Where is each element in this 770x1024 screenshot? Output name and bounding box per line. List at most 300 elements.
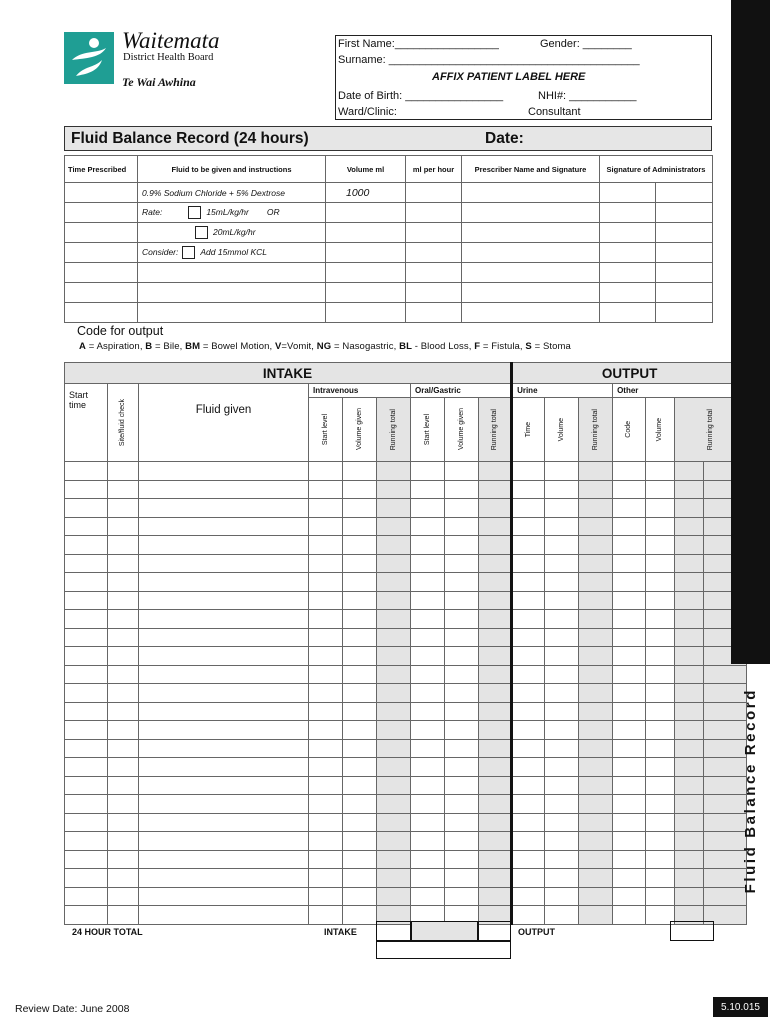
- table-cell[interactable]: [411, 813, 445, 832]
- table-cell[interactable]: [579, 573, 613, 592]
- table-cell[interactable]: [675, 887, 704, 906]
- table-cell[interactable]: [579, 591, 613, 610]
- table-cell[interactable]: [139, 739, 309, 758]
- table-cell[interactable]: [343, 758, 377, 777]
- table-cell[interactable]: [675, 702, 704, 721]
- table-cell[interactable]: [613, 665, 646, 684]
- table-cell[interactable]: [646, 721, 675, 740]
- table-cell[interactable]: [65, 591, 108, 610]
- table-cell[interactable]: [579, 610, 613, 629]
- table-cell[interactable]: [377, 832, 411, 851]
- table-cell[interactable]: [65, 832, 108, 851]
- table-cell[interactable]: [108, 573, 139, 592]
- table-cell[interactable]: [613, 480, 646, 499]
- table-cell[interactable]: [579, 906, 613, 925]
- table-cell[interactable]: [479, 517, 512, 536]
- table-cell[interactable]: [309, 776, 343, 795]
- table-cell[interactable]: [613, 795, 646, 814]
- table-cell[interactable]: [545, 665, 579, 684]
- table-cell[interactable]: [139, 850, 309, 869]
- table-cell[interactable]: [579, 813, 613, 832]
- table-cell[interactable]: [411, 721, 445, 740]
- table-cell[interactable]: [613, 554, 646, 573]
- table-cell[interactable]: [613, 758, 646, 777]
- table-cell[interactable]: [675, 832, 704, 851]
- table-cell[interactable]: [108, 684, 139, 703]
- table-cell[interactable]: [512, 758, 545, 777]
- table-cell[interactable]: [646, 462, 675, 481]
- table-cell[interactable]: [377, 702, 411, 721]
- table-cell[interactable]: [646, 610, 675, 629]
- table-cell[interactable]: [613, 684, 646, 703]
- table-cell[interactable]: [108, 832, 139, 851]
- table-cell[interactable]: [139, 665, 309, 684]
- table-cell[interactable]: [613, 869, 646, 888]
- table-cell[interactable]: [545, 776, 579, 795]
- table-cell[interactable]: [512, 628, 545, 647]
- table-cell[interactable]: [377, 480, 411, 499]
- table-cell[interactable]: [545, 462, 579, 481]
- table-cell[interactable]: [108, 628, 139, 647]
- kcl-checkbox[interactable]: [182, 246, 195, 259]
- table-cell[interactable]: [579, 795, 613, 814]
- table-cell[interactable]: [108, 554, 139, 573]
- table-cell[interactable]: [545, 906, 579, 925]
- table-cell[interactable]: [613, 499, 646, 518]
- table-cell[interactable]: [479, 813, 512, 832]
- table-cell[interactable]: [445, 813, 479, 832]
- table-cell[interactable]: [377, 813, 411, 832]
- table-cell[interactable]: [65, 684, 108, 703]
- table-cell[interactable]: [411, 499, 445, 518]
- table-cell[interactable]: [445, 647, 479, 666]
- table-cell[interactable]: [343, 591, 377, 610]
- table-cell[interactable]: [139, 499, 309, 518]
- oral-total-box[interactable]: [411, 921, 478, 941]
- table-cell[interactable]: [646, 573, 675, 592]
- table-cell[interactable]: [65, 887, 108, 906]
- table-cell[interactable]: [512, 684, 545, 703]
- table-cell[interactable]: [675, 739, 704, 758]
- table-cell[interactable]: [545, 499, 579, 518]
- table-cell[interactable]: [108, 702, 139, 721]
- table-cell[interactable]: [343, 499, 377, 518]
- table-cell[interactable]: [545, 832, 579, 851]
- table-cell[interactable]: [613, 573, 646, 592]
- table-cell[interactable]: [675, 591, 704, 610]
- table-cell[interactable]: [646, 795, 675, 814]
- table-cell[interactable]: [675, 480, 704, 499]
- table-cell[interactable]: [108, 813, 139, 832]
- table-cell[interactable]: [411, 610, 445, 629]
- table-cell[interactable]: [675, 758, 704, 777]
- table-cell[interactable]: [613, 850, 646, 869]
- table-cell[interactable]: [512, 832, 545, 851]
- table-cell[interactable]: [139, 776, 309, 795]
- table-cell[interactable]: [411, 684, 445, 703]
- table-cell[interactable]: [545, 758, 579, 777]
- table-cell[interactable]: [139, 628, 309, 647]
- table-cell[interactable]: [675, 647, 704, 666]
- table-cell[interactable]: [343, 795, 377, 814]
- table-cell[interactable]: [108, 850, 139, 869]
- table-cell[interactable]: [309, 813, 343, 832]
- table-cell[interactable]: [675, 610, 704, 629]
- table-cell[interactable]: [309, 832, 343, 851]
- table-cell[interactable]: [512, 795, 545, 814]
- table-cell[interactable]: [139, 591, 309, 610]
- table-cell[interactable]: [646, 832, 675, 851]
- table-cell[interactable]: [343, 906, 377, 925]
- table-cell[interactable]: [512, 906, 545, 925]
- table-cell[interactable]: [545, 684, 579, 703]
- patient-label-box[interactable]: [335, 35, 712, 120]
- table-cell[interactable]: [65, 906, 108, 925]
- table-cell[interactable]: [579, 832, 613, 851]
- table-cell[interactable]: [479, 869, 512, 888]
- table-cell[interactable]: [411, 591, 445, 610]
- table-cell[interactable]: [411, 628, 445, 647]
- table-cell[interactable]: [512, 702, 545, 721]
- table-cell[interactable]: [579, 665, 613, 684]
- table-cell[interactable]: [139, 536, 309, 555]
- table-cell[interactable]: [479, 702, 512, 721]
- table-cell[interactable]: [309, 462, 343, 481]
- table-cell[interactable]: [646, 869, 675, 888]
- table-cell[interactable]: [445, 462, 479, 481]
- table-cell[interactable]: [646, 684, 675, 703]
- table-cell[interactable]: [545, 536, 579, 555]
- table-cell[interactable]: [613, 462, 646, 481]
- table-cell[interactable]: [545, 610, 579, 629]
- table-cell[interactable]: [545, 647, 579, 666]
- table-cell[interactable]: [675, 850, 704, 869]
- table-cell[interactable]: [613, 591, 646, 610]
- table-cell[interactable]: [108, 776, 139, 795]
- table-cell[interactable]: [377, 499, 411, 518]
- table-cell[interactable]: [139, 832, 309, 851]
- table-cell[interactable]: [579, 536, 613, 555]
- table-cell[interactable]: [479, 684, 512, 703]
- table-cell[interactable]: [377, 591, 411, 610]
- table-cell[interactable]: [343, 536, 377, 555]
- table-cell[interactable]: [65, 721, 108, 740]
- table-cell[interactable]: [512, 480, 545, 499]
- table-cell[interactable]: [445, 591, 479, 610]
- table-cell[interactable]: [139, 887, 309, 906]
- table-cell[interactable]: [675, 684, 704, 703]
- table-cell[interactable]: [309, 684, 343, 703]
- table-cell[interactable]: [675, 499, 704, 518]
- table-cell[interactable]: [343, 869, 377, 888]
- table-cell[interactable]: [646, 647, 675, 666]
- table-cell[interactable]: [545, 887, 579, 906]
- table-cell[interactable]: [646, 887, 675, 906]
- table-cell[interactable]: [545, 573, 579, 592]
- table-cell[interactable]: [377, 869, 411, 888]
- oral-running-total-box[interactable]: [478, 921, 511, 941]
- table-cell[interactable]: [646, 591, 675, 610]
- table-cell[interactable]: [445, 721, 479, 740]
- table-cell[interactable]: [579, 499, 613, 518]
- table-cell[interactable]: [411, 739, 445, 758]
- table-cell[interactable]: [343, 517, 377, 536]
- table-cell[interactable]: [309, 702, 343, 721]
- table-cell[interactable]: [343, 832, 377, 851]
- table-cell[interactable]: [377, 517, 411, 536]
- table-cell[interactable]: [377, 647, 411, 666]
- table-cell[interactable]: [646, 850, 675, 869]
- table-cell[interactable]: [411, 573, 445, 592]
- table-cell[interactable]: [579, 684, 613, 703]
- table-cell[interactable]: [377, 554, 411, 573]
- table-cell[interactable]: [646, 536, 675, 555]
- table-cell[interactable]: [579, 462, 613, 481]
- table-cell[interactable]: [377, 536, 411, 555]
- table-cell[interactable]: [445, 573, 479, 592]
- table-cell[interactable]: [343, 850, 377, 869]
- table-cell[interactable]: [579, 702, 613, 721]
- table-cell[interactable]: [479, 647, 512, 666]
- table-cell[interactable]: [512, 499, 545, 518]
- table-cell[interactable]: [479, 480, 512, 499]
- table-cell[interactable]: [108, 591, 139, 610]
- table-cell[interactable]: [343, 739, 377, 758]
- table-cell[interactable]: [343, 610, 377, 629]
- table-cell[interactable]: [411, 758, 445, 777]
- table-cell[interactable]: [545, 702, 579, 721]
- table-cell[interactable]: [411, 480, 445, 499]
- table-cell[interactable]: [65, 702, 108, 721]
- table-cell[interactable]: [613, 776, 646, 795]
- table-cell[interactable]: [675, 554, 704, 573]
- table-cell[interactable]: [479, 887, 512, 906]
- table-cell[interactable]: [445, 850, 479, 869]
- table-cell[interactable]: [445, 499, 479, 518]
- table-cell[interactable]: [108, 610, 139, 629]
- table-cell[interactable]: [512, 610, 545, 629]
- table-cell[interactable]: [545, 721, 579, 740]
- table-cell[interactable]: [479, 665, 512, 684]
- table-cell[interactable]: [309, 610, 343, 629]
- table-cell[interactable]: [479, 573, 512, 592]
- table-cell[interactable]: [646, 480, 675, 499]
- table-cell[interactable]: [139, 758, 309, 777]
- table-cell[interactable]: [479, 739, 512, 758]
- table-cell[interactable]: [646, 517, 675, 536]
- table-cell[interactable]: [675, 536, 704, 555]
- table-cell[interactable]: [479, 499, 512, 518]
- table-cell[interactable]: [675, 795, 704, 814]
- table-cell[interactable]: [646, 739, 675, 758]
- table-cell[interactable]: [579, 721, 613, 740]
- table-cell[interactable]: [545, 480, 579, 499]
- table-cell[interactable]: [646, 554, 675, 573]
- table-cell[interactable]: [309, 758, 343, 777]
- table-cell[interactable]: [613, 517, 646, 536]
- table-cell[interactable]: [377, 795, 411, 814]
- table-cell[interactable]: [65, 813, 108, 832]
- table-cell[interactable]: [646, 499, 675, 518]
- table-cell[interactable]: [139, 480, 309, 499]
- table-cell[interactable]: [512, 739, 545, 758]
- table-cell[interactable]: [377, 739, 411, 758]
- table-cell[interactable]: [512, 887, 545, 906]
- table-cell[interactable]: [512, 813, 545, 832]
- table-cell[interactable]: [377, 776, 411, 795]
- table-cell[interactable]: [108, 536, 139, 555]
- table-cell[interactable]: [65, 628, 108, 647]
- rate-15-checkbox[interactable]: [188, 206, 201, 219]
- table-cell[interactable]: [545, 591, 579, 610]
- table-cell[interactable]: [579, 869, 613, 888]
- table-cell[interactable]: [411, 776, 445, 795]
- table-cell[interactable]: [675, 462, 704, 481]
- table-cell[interactable]: [343, 684, 377, 703]
- table-cell[interactable]: [65, 758, 108, 777]
- table-cell[interactable]: [613, 610, 646, 629]
- table-cell[interactable]: [309, 887, 343, 906]
- table-cell[interactable]: [675, 628, 704, 647]
- table-cell[interactable]: [309, 850, 343, 869]
- table-cell[interactable]: [65, 647, 108, 666]
- table-cell[interactable]: [65, 850, 108, 869]
- table-cell[interactable]: [309, 499, 343, 518]
- table-cell[interactable]: [108, 499, 139, 518]
- table-cell[interactable]: [646, 758, 675, 777]
- table-cell[interactable]: [65, 610, 108, 629]
- table-cell[interactable]: [445, 665, 479, 684]
- table-cell[interactable]: [613, 628, 646, 647]
- table-cell[interactable]: [309, 591, 343, 610]
- intake-grand-total-box[interactable]: [376, 941, 511, 959]
- table-cell[interactable]: [479, 536, 512, 555]
- table-cell[interactable]: [545, 850, 579, 869]
- table-cell[interactable]: [579, 628, 613, 647]
- table-cell[interactable]: [445, 610, 479, 629]
- table-cell[interactable]: [445, 480, 479, 499]
- table-cell[interactable]: [65, 739, 108, 758]
- table-cell[interactable]: [579, 739, 613, 758]
- table-cell[interactable]: [411, 702, 445, 721]
- table-cell[interactable]: [377, 721, 411, 740]
- table-cell[interactable]: [343, 721, 377, 740]
- table-cell[interactable]: [445, 739, 479, 758]
- table-cell[interactable]: [377, 665, 411, 684]
- table-cell[interactable]: [377, 850, 411, 869]
- output-total-box[interactable]: [670, 921, 714, 941]
- table-cell[interactable]: [675, 573, 704, 592]
- table-cell[interactable]: [646, 702, 675, 721]
- table-cell[interactable]: [512, 869, 545, 888]
- table-cell[interactable]: [613, 887, 646, 906]
- table-cell[interactable]: [411, 517, 445, 536]
- table-cell[interactable]: [411, 869, 445, 888]
- table-cell[interactable]: [343, 554, 377, 573]
- table-cell[interactable]: [675, 517, 704, 536]
- table-cell[interactable]: [65, 573, 108, 592]
- table-cell[interactable]: [512, 554, 545, 573]
- table-cell[interactable]: [445, 795, 479, 814]
- table-cell[interactable]: [545, 628, 579, 647]
- table-cell[interactable]: [411, 647, 445, 666]
- table-cell[interactable]: [309, 628, 343, 647]
- table-cell[interactable]: [309, 869, 343, 888]
- table-cell[interactable]: [545, 813, 579, 832]
- table-cell[interactable]: [545, 795, 579, 814]
- table-cell[interactable]: [343, 702, 377, 721]
- table-cell[interactable]: [479, 832, 512, 851]
- table-cell[interactable]: [377, 684, 411, 703]
- table-cell[interactable]: [108, 869, 139, 888]
- table-cell[interactable]: [545, 869, 579, 888]
- table-cell[interactable]: [613, 739, 646, 758]
- table-cell[interactable]: [309, 517, 343, 536]
- table-cell[interactable]: [579, 776, 613, 795]
- table-cell[interactable]: [675, 869, 704, 888]
- table-cell[interactable]: [377, 628, 411, 647]
- table-cell[interactable]: [309, 554, 343, 573]
- table-cell[interactable]: [65, 776, 108, 795]
- table-cell[interactable]: [139, 647, 309, 666]
- table-cell[interactable]: [512, 462, 545, 481]
- table-cell[interactable]: [646, 628, 675, 647]
- table-cell[interactable]: [139, 684, 309, 703]
- table-cell[interactable]: [512, 536, 545, 555]
- table-cell[interactable]: [139, 906, 309, 925]
- table-cell[interactable]: [479, 462, 512, 481]
- table-cell[interactable]: [411, 536, 445, 555]
- table-cell[interactable]: [545, 739, 579, 758]
- table-cell[interactable]: [309, 480, 343, 499]
- table-cell[interactable]: [377, 462, 411, 481]
- table-cell[interactable]: [445, 517, 479, 536]
- table-cell[interactable]: [479, 610, 512, 629]
- table-cell[interactable]: [479, 554, 512, 573]
- table-cell[interactable]: [479, 721, 512, 740]
- table-cell[interactable]: [309, 573, 343, 592]
- table-cell[interactable]: [479, 758, 512, 777]
- table-cell[interactable]: [445, 684, 479, 703]
- table-cell[interactable]: [479, 850, 512, 869]
- table-cell[interactable]: [309, 906, 343, 925]
- table-cell[interactable]: [646, 776, 675, 795]
- table-cell[interactable]: [309, 739, 343, 758]
- table-cell[interactable]: [377, 573, 411, 592]
- table-cell[interactable]: [343, 480, 377, 499]
- table-cell[interactable]: [108, 647, 139, 666]
- table-cell[interactable]: [108, 517, 139, 536]
- table-cell[interactable]: [139, 573, 309, 592]
- table-cell[interactable]: [445, 869, 479, 888]
- table-cell[interactable]: [108, 795, 139, 814]
- table-cell[interactable]: [343, 647, 377, 666]
- table-cell[interactable]: [613, 813, 646, 832]
- table-cell[interactable]: [613, 647, 646, 666]
- table-cell[interactable]: [343, 665, 377, 684]
- table-cell[interactable]: [139, 462, 309, 481]
- table-cell[interactable]: [108, 906, 139, 925]
- table-cell[interactable]: [309, 721, 343, 740]
- table-cell[interactable]: [445, 536, 479, 555]
- table-cell[interactable]: [343, 776, 377, 795]
- table-cell[interactable]: [343, 462, 377, 481]
- table-cell[interactable]: [343, 887, 377, 906]
- table-cell[interactable]: [343, 813, 377, 832]
- table-cell[interactable]: [512, 776, 545, 795]
- table-cell[interactable]: [512, 573, 545, 592]
- table-cell[interactable]: [343, 573, 377, 592]
